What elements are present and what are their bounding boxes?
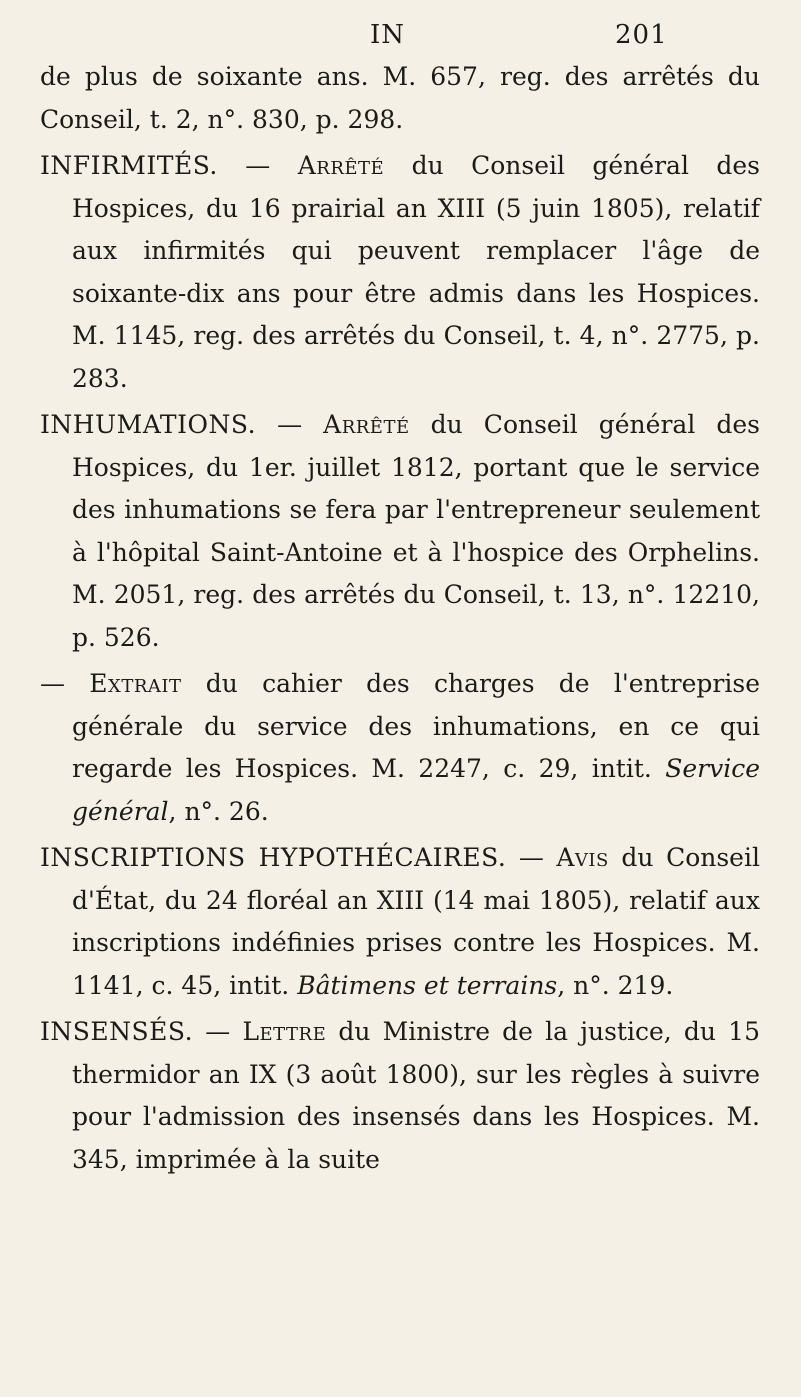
entry-lead-word: Lettre [242,1017,327,1046]
entry-dash: — [506,843,557,872]
entry-extrait [40,663,760,833]
entry-tail: , n°. 26. [168,796,269,826]
entry-infirmites [40,145,760,400]
entry-text: du Conseil général des Hospices, du 1er. juillet 1812, portant que le service des inhumations se fera par l'entrepreneur seulement à l'hôpital Saint-Antoine et à l'hospice des Orphelins. M. 2051, reg. des arrêtés du Conseil, t. 13, n°. 12210, p. 526. [72,410,760,652]
entry-italic-title: Bâtimens et terrains [297,970,558,1000]
entry-text: de plus de soixante ans. M. 657, reg. des arrêtés du Conseil, t. 2, n°. 830, p. 298. [40,62,760,134]
entry-dash: — [256,410,324,439]
entry-keyword: INFIRMITÉS. [40,151,218,180]
entry-text: du cahier des charges de l'entreprise générale du service des inhumations, en ce qui regarde les Hospices. M. 2247, c. 29, intit. [72,669,760,783]
entry-dash: — [217,151,298,180]
page-number: 201 [615,20,668,50]
entry-lead-word: Arrêté [297,151,385,180]
running-head-word: IN [370,20,406,50]
running-head [40,16,760,56]
entry-text: du Ministre de la justice, du 15 thermidor an IX (3 août 1800), sur les règles à suivre pour l'admission des insensés dans les Hospices. M. 345, imprimée à la suite [72,1017,760,1174]
book-page [40,16,760,1185]
entry-text: du Conseil d'État, du 24 floréal an XIII (14 mai 1805), relatif aux inscriptions indéfinies prises contre les Hospices. M. 1141, c. 45, intit. [72,843,760,1000]
entry-tail: , n°. 219. [557,970,674,1000]
entry-lead-word: Avis [556,843,609,872]
entry-inscriptions [40,837,760,1007]
entry-keyword: INSCRIPTIONS HYPOTHÉCAIRES. [40,843,507,872]
entry-continuation [40,56,760,141]
entry-italic-title: Service général [72,754,760,826]
entry-keyword: INSENSÉS. [40,1017,194,1046]
entry-dash: — [193,1017,243,1046]
entry-lead-word: Extrait [89,669,182,698]
entry-inhumations [40,404,760,659]
entry-keyword: INHUMATIONS. [40,410,257,439]
entry-dash: — [40,669,90,698]
index-entries [40,56,760,1181]
entry-lead-word: Arrêté [323,410,410,439]
entry-insenses [40,1011,760,1181]
entry-text: du Conseil général des Hospices, du 16 prairial an XIII (5 juin 1805), relatif aux infirmités qui peuvent remplacer l'âge de soixante-dix ans pour être admis dans les Hospices. M. 1145, reg. des arrêtés du Conseil, t. 4, n°. 2775, p. 283. [72,151,760,393]
